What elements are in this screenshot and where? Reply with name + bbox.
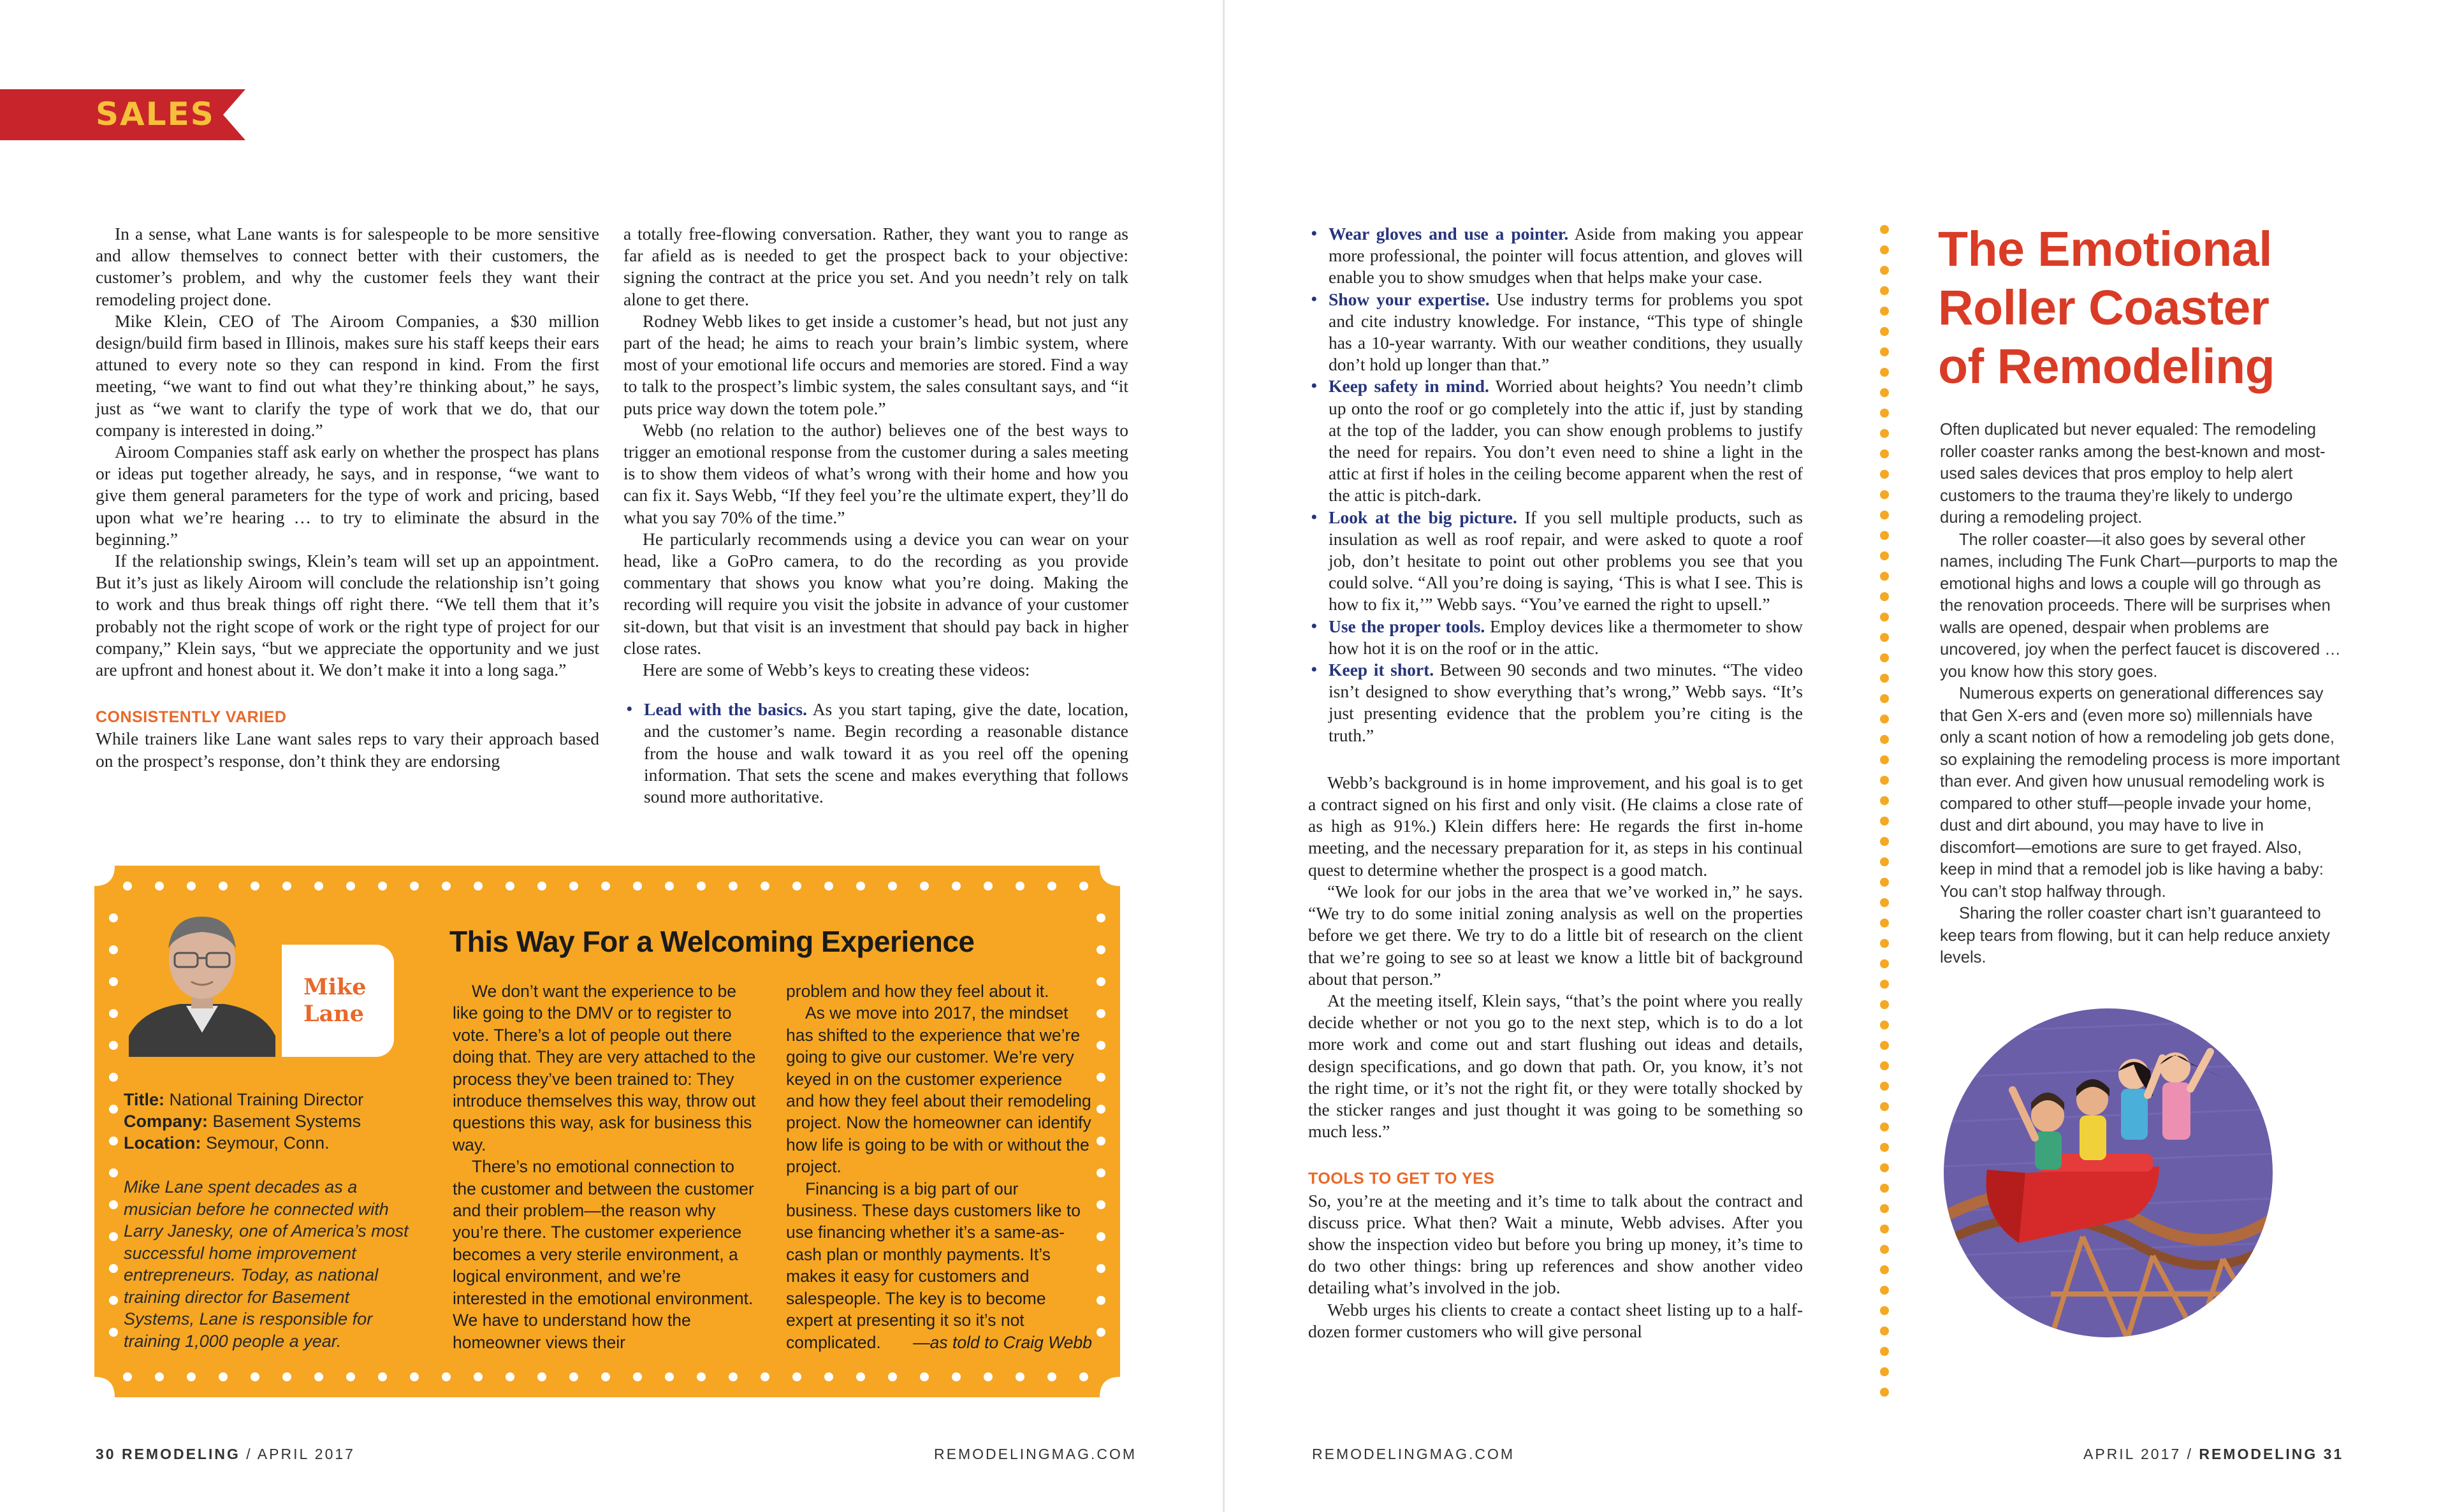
paragraph: So, you’re at the meeting and it’s time to talk about the contract and discuss price. What then? Wait a minute, Webb advises. After you show the inspection video but before you bring up money, it’s time to do two other things: bring up references and show another video detailing what’s involved in the job. [1308, 1190, 1803, 1298]
paragraph: Often duplicated but never equaled: The remodeling roller coaster ranks among the best-known and most-used sales devices that pros employ to help alert customers to the trauma they’re likely to undergo during a remodeling project. [1940, 421, 2326, 527]
mike-lane-photo [122, 899, 282, 1057]
paragraph: At the meeting itself, Klein says, “that’s the point where you really decide whether or not you go to the next step, which is to do a lot more work and come out and start flushing out ideas and details, design specifications, and go down that path. Or, you know, it’s not the right time, or it’s not the right fit, or they were totally shocked by the sticker ranges and just thought it was going to be something so much less.” [1308, 990, 1803, 1142]
title-line: The Emotional [1938, 222, 2272, 277]
left-column-2 [623, 223, 1128, 808]
paragraph: Numerous experts on generational differences say that Gen X-ers and (even more so) millennials have only a scant notion of how a remodeling job gets done, so explaining the remodeling process is more important than ever. And given how unusual remodeling work is compared to other stuff—people invade your home, dust and dirt abound, you may have to live in discomfort—emotions are sure to get frayed. Also, keep in mind that a remodel job is like having a baby: You can’t stop halfway through. [1940, 685, 2340, 901]
paragraph: In a sense, what Lane wants is for salespeople to be more sensitive and allow themselves to connect better with their customers, the customer’s problem, and why the customer feels they want their remodeling project done. [96, 224, 599, 309]
paragraph: The roller coaster—it also goes by several other names, including The Funk Chart—purports to map the emotional highs and lows a couple will go through as the renovation proceeds. There will be surprises when walls are opened, despair when problems are uncovered, joy when the perfect faucet is discovered … you know how this story goes. [1940, 530, 2341, 681]
value: Seymour, Conn. [201, 1133, 330, 1152]
right-site-footer: REMODELINGMAG.COM [1312, 1446, 1515, 1462]
dotted-divider [1878, 223, 1891, 1402]
roller-coaster-illustration [1942, 1007, 2274, 1339]
box-column-1 [453, 980, 759, 1353]
left-column-1 [96, 223, 599, 772]
paragraph: Rodney Webb likes to get inside a customer’s head, but not just any part of the head; he aims to reach your brain’s limbic system, where most of your emotional life occurs and memories are stored. Find a way to talk to the prospect’s limbic system, the sales consultant says, and “it puts price way down the totem pole.” [623, 310, 1128, 418]
paragraph: a totally free-flowing conversation. Rather, they want you to range as far afield as is needed to get the prospect back to your objective: signing the contract at the price you set. And you needn’t rely on talk alone to get there. [623, 224, 1128, 309]
list-item [1308, 289, 1803, 376]
paragraph: Mike Klein, CEO of The Airoom Companies, a $30 million design/build firm based in Illinois, makes sure his staff keeps their ears attuned to every note so they can respond in kind. From the first meeting, “we want to find out what they’re thinking about,” he says, just as “we want to clarify the type of work that we do, that our company is interested in doing.” [96, 310, 599, 440]
paragraph: “We look for our jobs in the area that we’ve worked in,” he says. “We try to do some initial zoning analysis as well on the properties before we get there. We try to do a little bit of research on the client that we’re going to see so at least we know a little bit of background about that person.” [1308, 881, 1803, 989]
profile-bio: Mike Lane spent decades as a musician before he connected with Larry Janesky, one of America’s most successful home improvement entrepreneurs. Today, as national training director for Basement Systems, Lane is responsible for training 1,000 people a year. [124, 1177, 409, 1351]
left-site-footer: REMODELINGMAG.COM [934, 1446, 1137, 1462]
title-line: of Remodeling [1938, 339, 2275, 394]
paragraph: He particularly recommends using a device you can wear on your head, like a GoPro camera, to do the recording as you provide commentary that shows you know what you’re doing. Making the recording will require you visit the jobsite in advance of your customer sit-down, but that visit is an investment that should pay back in higher close rates. [623, 528, 1128, 658]
bullet-text: Employ devices like a thermometer to show how hot it is on the roof or in the attic. [1329, 616, 1803, 658]
paragraph: Sharing the roller coaster chart isn’t guaranteed to keep tears from flowing, but it can help reduce anxiety levels. [1940, 905, 2330, 966]
bullet-text: Worried about heights? You needn’t climb up onto the roof or go completely into the attic if, just by standing at the top of the ladder, you can show enough problems to justify the need for repairs. You don’t even need to shine a light in the attic at first if holes in the ceiling become apparent when the rest of the attic is pitch-dark. [1329, 376, 1803, 505]
label: Location: [124, 1133, 201, 1152]
folio-date: / APRIL 2017 [240, 1446, 355, 1462]
list-item [1308, 375, 1803, 506]
paragraph: Airoom Companies staff ask early on whether the prospect has plans or ideas put together already, he says, and in response, “we want to give them general parameters for the type of work and pricing, based upon what we’re hearing … to try to eliminate the absurd in the beginning.” [96, 442, 599, 549]
subhead-tools-to-get-to-yes: TOOLS TO GET TO YES [1308, 1170, 1495, 1188]
paragraph: Here are some of Webb’s keys to creating these videos: [643, 660, 1030, 680]
right-folio [2083, 1446, 2343, 1463]
subhead-consistently-varied: CONSISTENTLY VARIED [96, 708, 287, 727]
folio-page: 30 REMODELING [96, 1446, 240, 1462]
paragraph: While trainers like Lane want sales reps to vary their approach based on the prospect’s response, don’t think they are endorsing [96, 729, 599, 771]
bullet-text: Use industry terms for problems you spot and cite industry knowledge. For instance, “This type of shingle has a 10-year warranty. With our weather conditions, they usually don’t hold up longer than that.” [1329, 289, 1803, 375]
page-gutter [1223, 0, 1225, 1512]
profile-name: Mike Lane [303, 974, 367, 1027]
bullet-text: If you sell multiple products, such as insulation as well as roof repair, and were asked to quote a roof job, don’t hesitate to point out other problems you see that you could solve. “All you’re doing is saying, ‘This is what I see. This is how to fix it,’” Webb says. “You’ve earned the right to upsell.” [1329, 507, 1803, 614]
paragraph: We don’t want the experience to be like going to the DMV or to register to vote. There’s a lot of people out there doing that. They are very attached to the process they’ve been trained to: They introduce themselves this way, throw out questions this way, ask for business this way. [453, 982, 756, 1154]
value: National Training Director [164, 1090, 364, 1109]
left-folio [96, 1446, 355, 1463]
list-item [1308, 507, 1803, 616]
tips-list [623, 699, 1128, 808]
list-item [1308, 659, 1803, 746]
tips-list-continued [1308, 223, 1803, 746]
attribution: —as told to Craig Webb [913, 1332, 1092, 1352]
bullet-lead: Wear gloves and use a pointer. [1329, 224, 1569, 244]
bullet-lead: Look at the big picture. [1329, 507, 1517, 527]
paragraph: Webb urges his clients to create a contact sheet listing up to a half-dozen former customers who will give personal [1308, 1299, 1803, 1341]
list-item [1308, 223, 1803, 289]
bullet-text: Aside from making you appear more professional, the pointer will focus attention, and gloves will enable you to show smudges when that helps make your case. [1329, 224, 1803, 287]
bullet-text: Between 90 seconds and two minutes. “The video isn’t designed to show everything that’s wrong,” Webb says. “It’s just presenting evidence that the problem you’re citing is the truth.” [1329, 660, 1803, 745]
right-column-1 [1308, 223, 1803, 1342]
list-item [1308, 616, 1803, 659]
bullet-text: As you start taping, give the date, location, and the customer’s name. Begin recording a reasonable distance from the house and walk toward it as you reel off the opening information. That sets the scene and makes everything that follows sound more authoritative. [644, 699, 1128, 807]
paragraph: As we move into 2017, the mindset has shifted to the experience that we’re going to give our customer. We’re very keyed in on the customer experience and how they feel about their remodeling project. Now the homeowner can identify how life is going to be with or without the project. [786, 1003, 1091, 1177]
section-label: SALES [96, 96, 215, 133]
box-title: This Way For a Welcoming Experience [449, 925, 975, 958]
box-column-2 [786, 980, 1092, 1353]
bullet-lead: Lead with the basics. [644, 699, 807, 720]
paragraph: Financing is a big part of our business. These days customers like to use financing whether it’s a same-as-cash plan or monthly payments. It’s makes it easy for customers and salespeople. The key is to become expert at presenting it so it’s not complicated. [786, 1179, 1081, 1352]
title-line: Roller Coaster [1938, 280, 2270, 335]
label: Title: [124, 1090, 165, 1109]
bullet-lead: Keep it short. [1329, 660, 1434, 680]
paragraph: There’s no emotional connection to the customer and between the customer and their problem—the reason why you’re there. The customer experience becomes a very sterile environment, a logical environment, and we’re interested in the emotional environment. We have to understand how the homeowner views their [453, 1157, 754, 1352]
paragraph: Webb (no relation to the author) believes one of the best ways to trigger an emotional response from the customer during a sales meeting is to show them videos of what’s wrong with their home and how you can fix it. Says Webb, “If they feel you’re the ultimate expert, they’ll do what you say 70% of the time.” [623, 419, 1128, 527]
folio-page: REMODELING 31 [2199, 1446, 2344, 1462]
value: Basement Systems [208, 1112, 361, 1131]
paragraph: problem and how they feel about it. [786, 982, 1049, 1001]
paragraph: Webb’s background is in home improvement, and his goal is to get a contract signed on his first and only visit. (He claims a close rate of as high as 91%.) Klein differs here: He regards the first in-home meeting, and the necessary preparation for it, as steps in his continual quest to determine whether the prospect is a good match. [1308, 772, 1803, 880]
paragraph: If the relationship swings, Klein’s team will set up an appointment. But it’s just as likely Airoom will conclude the relationship isn’t going to work and thus break things off right there. “We tell them that it’s probably not the right scope of work or the right type of project for our company,” Klein says, “but we appreciate the opportunity and we just are upfront and honest about it. We don’t make it into a long saga.” [96, 551, 599, 680]
sidebar-body [1940, 419, 2342, 969]
bullet-lead: Keep safety in mind. [1329, 376, 1489, 396]
bullet-lead: Use the proper tools. [1329, 616, 1485, 636]
sidebar-title [1938, 220, 2320, 396]
bullet-lead: Show your expertise. [1329, 289, 1490, 309]
list-item [623, 699, 1128, 808]
folio-date: APRIL 2017 / [2083, 1446, 2199, 1462]
profile-details [124, 1089, 423, 1154]
label: Company: [124, 1112, 208, 1131]
